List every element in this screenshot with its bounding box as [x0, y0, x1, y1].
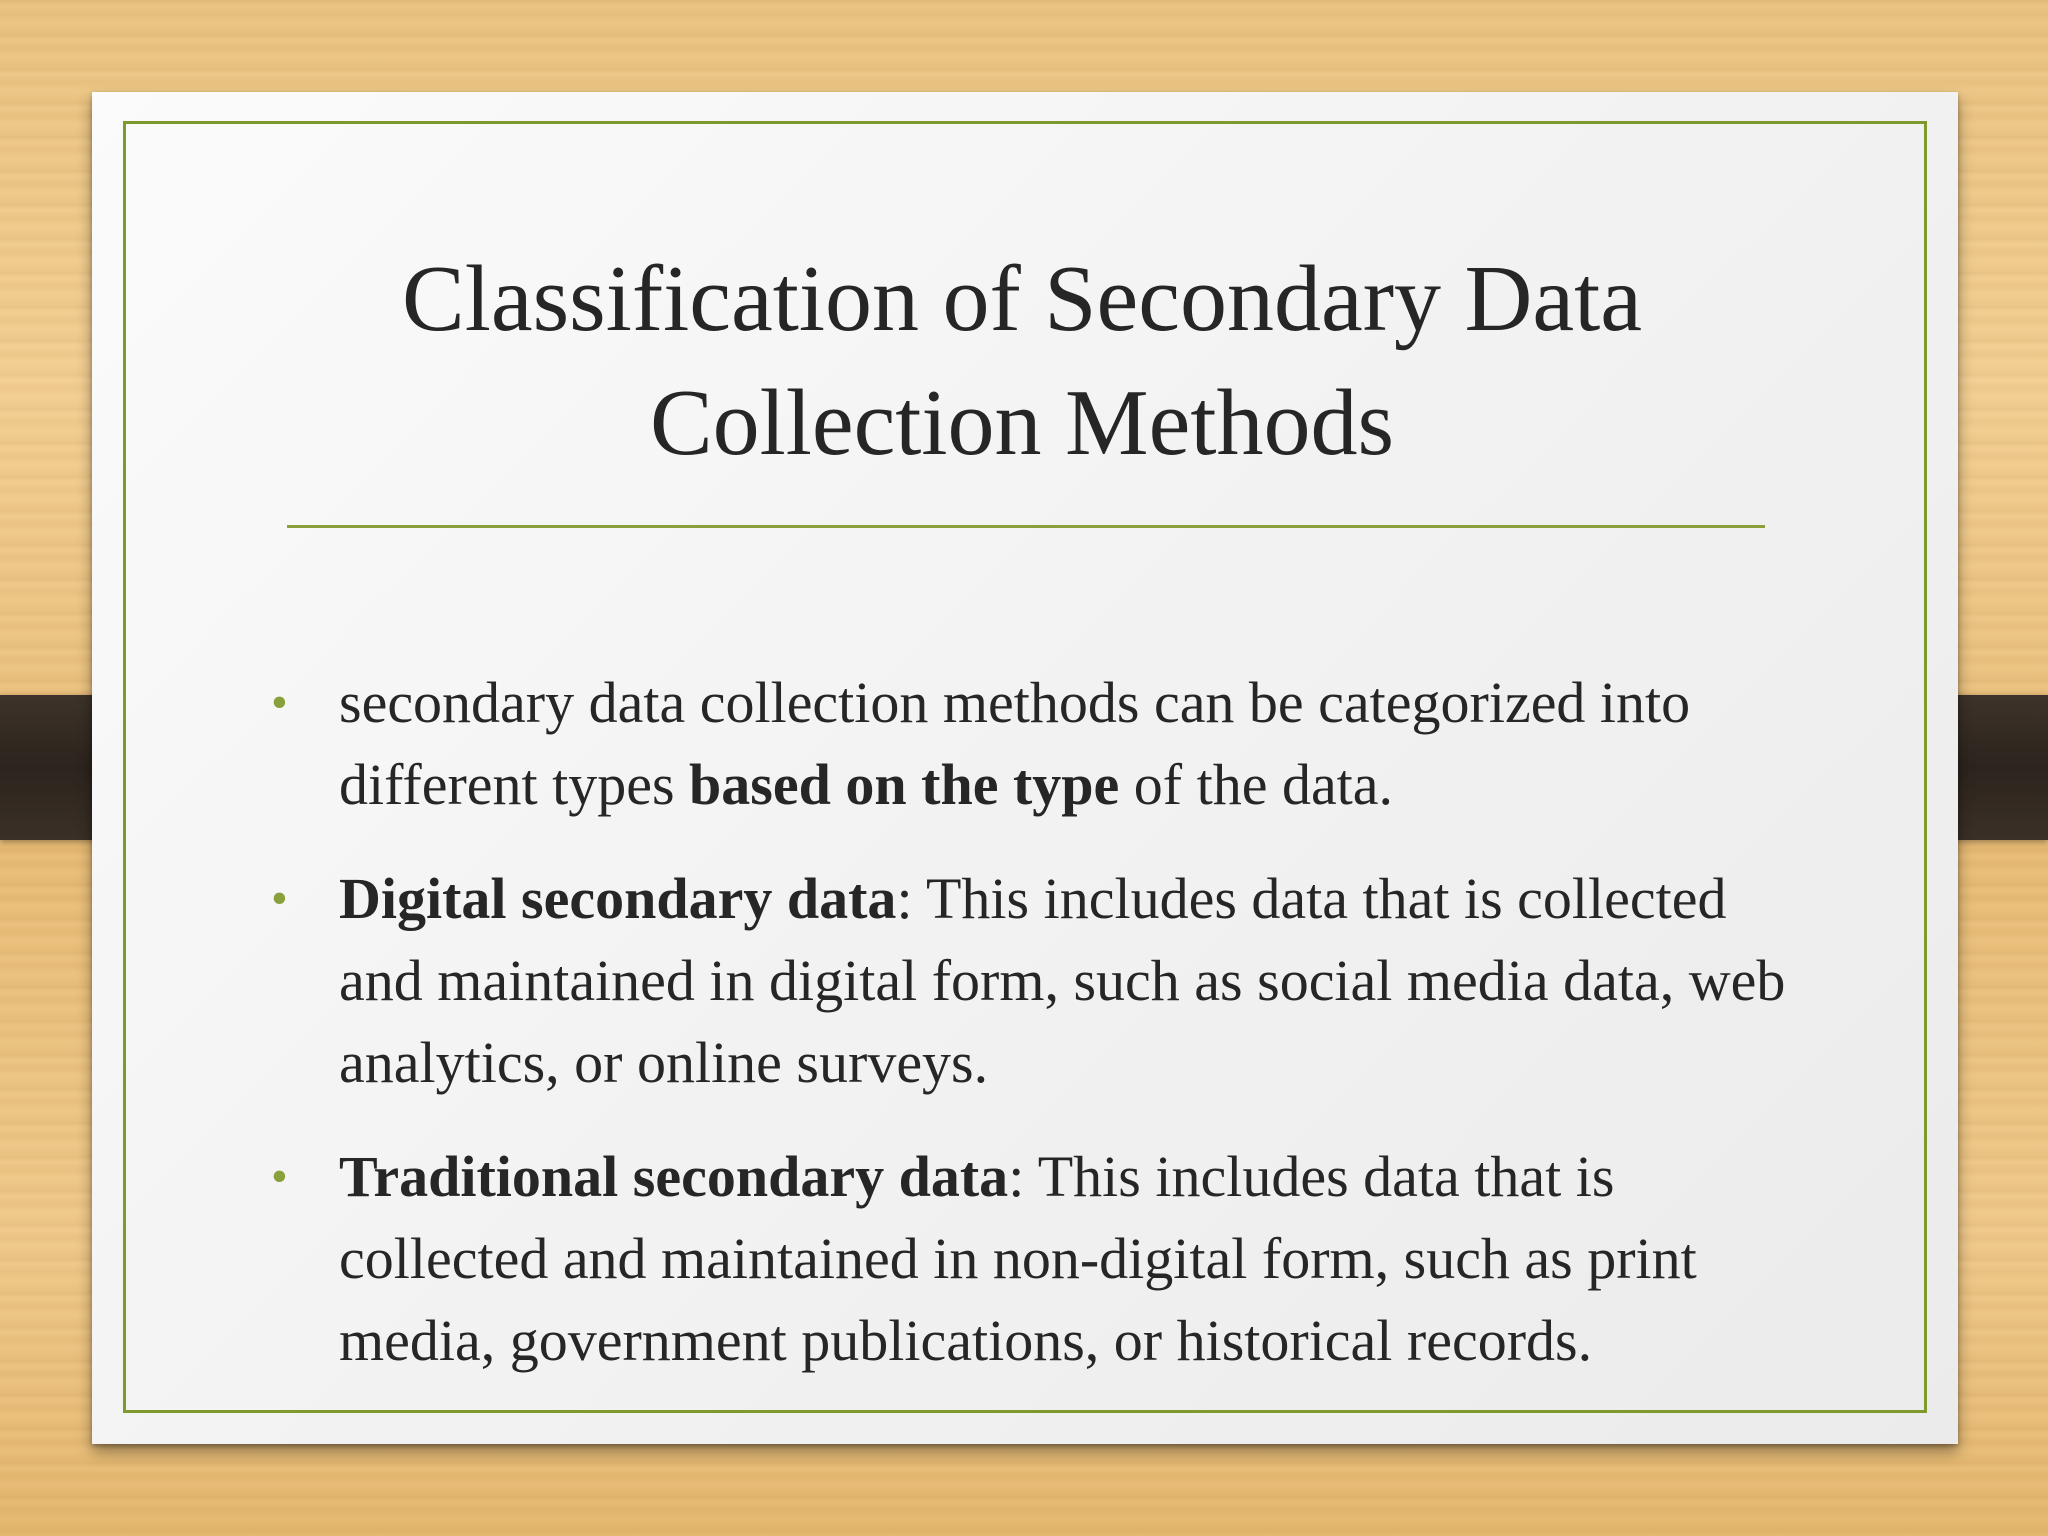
bullet-item [247, 662, 1807, 826]
bullet-item [247, 858, 1807, 1104]
bullet-term: Traditional secondary data [339, 1144, 1009, 1209]
bullet-text: of the data. [1119, 752, 1394, 817]
bullet-dot-icon: • [271, 872, 288, 925]
bullet-item [247, 1136, 1807, 1382]
bullet-dot-icon: • [271, 1150, 288, 1203]
bullet-term: Digital secondary data [339, 866, 897, 931]
bullet-text: : This includes data that is collected and maintained in non-digital form, such as print media, government publications, or historical records. [339, 1144, 1697, 1373]
bullet-text: secondary data collection methods can be categorized into different types [339, 670, 1691, 817]
slide-title-line-1: Classification of Secondary Data [402, 247, 1642, 351]
bullet-list [247, 662, 1807, 1414]
bullet-dot-icon: • [271, 676, 288, 729]
slide [92, 92, 1958, 1444]
title-divider [287, 525, 1765, 528]
bullet-text: : This includes data that is collected and maintained in digital form, such as social media data, web analytics, or online surveys. [339, 866, 1786, 1095]
slide-title-line-2: Collection Methods [649, 371, 1395, 475]
bullet-emphasis: based on the type [689, 752, 1120, 817]
slide-title [292, 237, 1752, 485]
